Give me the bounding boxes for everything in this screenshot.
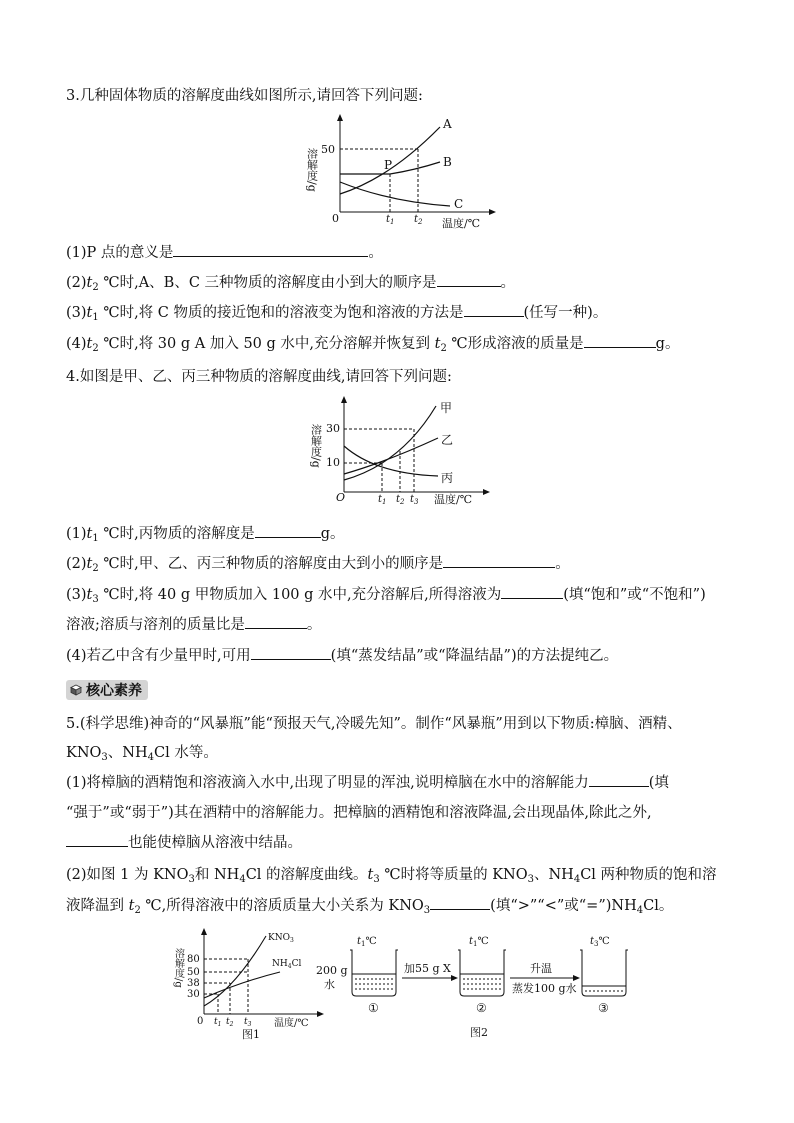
x-tick-t2: $t_2$ xyxy=(396,494,405,506)
q5-p1c: 也能使樟脑从溶液中结晶。 xyxy=(66,832,746,854)
q4-p1: $(1)t_1$ ℃时,丙物质的溶解度是 g。 xyxy=(66,523,746,550)
q4-intro: 4.如图是甲、乙、丙三种物质的溶解度曲线,请回答下列问题: xyxy=(66,369,452,385)
label-bing: 丙 xyxy=(441,471,454,485)
x-tick-t1: $t_1$ xyxy=(214,1017,222,1028)
q5-p2b: 液降温到 $t_2$ ℃,所得溶液中的溶质质量大小关系为 $KNO_3$ (填“>”“<”或“$=”)NH_4Cl$。 xyxy=(66,895,746,922)
label-a: A xyxy=(443,117,452,131)
q5-l1: 5.(科学思维)神奇的“风暴瓶”能“预报天气,冷暖先知”。制作“风暴瓶”用到以下物质:樟脑、酒精、 xyxy=(66,716,682,732)
answer-blank[interactable] xyxy=(464,302,524,317)
beaker3-number: ③ xyxy=(598,1001,609,1015)
y-tick-38: 38 xyxy=(187,978,200,989)
beaker3 xyxy=(580,950,628,996)
q4-p3b: 溶液;溶质与溶剂的质量比是 。 xyxy=(66,614,746,636)
answer-blank[interactable] xyxy=(430,895,490,910)
section-badge xyxy=(66,680,148,700)
x-tick-t1: $t_1$ xyxy=(378,494,387,506)
answer-blank[interactable] xyxy=(251,645,331,660)
answer-blank[interactable] xyxy=(245,614,307,629)
q3-p2: $(2)t_2$ ℃时,A、B、C 三种物质的溶解度由小到大的顺序是 。 xyxy=(66,272,746,299)
add-label: 加55 g X xyxy=(404,962,451,975)
cube-icon xyxy=(70,684,82,696)
beaker2-temp: $t_1℃$ xyxy=(469,936,489,948)
x-axis-label: 温度/℃ xyxy=(442,217,481,230)
y-tick-30: 30 xyxy=(326,422,340,435)
heat-label: 升温 xyxy=(530,962,552,975)
label-kno3: $KNO_3$ xyxy=(268,933,294,944)
beaker1-temp: $t_1℃$ xyxy=(357,936,377,948)
water-amount: 200 g xyxy=(316,964,348,977)
origin-label: O xyxy=(336,491,346,504)
y-axis-label: 溶解度/g xyxy=(172,948,184,988)
q4-p4: (4)若乙中含有少量甲时,可用 (填“蒸发结晶”或“降温结晶”)的方法提纯乙。 xyxy=(66,645,746,667)
y-axis-label: 溶解度/g xyxy=(305,148,319,192)
origin-label: 0 xyxy=(332,212,339,225)
y-tick-50: 50 xyxy=(187,967,200,978)
origin-label: 0 xyxy=(197,1016,204,1027)
curve-kno3 xyxy=(204,936,266,1006)
answer-blank[interactable] xyxy=(66,832,128,847)
curve-bing xyxy=(344,446,438,476)
label-p: P xyxy=(384,158,393,172)
label-nh4cl: $NH_4Cl$ xyxy=(272,959,302,970)
x-tick-t1: $t_1$ xyxy=(386,214,395,226)
q4-p3: $(3)t_3$ ℃时,将 40 g 甲物质加入 100 g 水中,充分溶解后,所得溶液为 (填“饱和”或“不饱和”) xyxy=(66,584,746,611)
q3-intro: 3.几种固体物质的溶解度曲线如图所示,请回答下列问题: xyxy=(66,88,423,104)
y-tick-50: 50 xyxy=(321,143,335,156)
water-label: 水 xyxy=(324,978,335,991)
label-jia: 甲 xyxy=(440,401,453,415)
beaker2 xyxy=(458,950,506,996)
q5-p1a: (1)将樟脑的酒精饱和溶液滴入水中,出现了明显的浑浊,说明樟脑在水中的溶解能力 (填 xyxy=(66,772,746,794)
curve-c xyxy=(340,182,450,206)
beaker3-temp: $t_3℃$ xyxy=(590,936,610,948)
answer-blank[interactable] xyxy=(255,523,321,538)
q5-p2a: (2)如图 1 为 $KNO_3$和 $NH_4Cl$ 的溶解度曲线。$t_3$ ℃时将等质量的 $KNO_3$、$NH_4Cl$ 两种物质的饱和溶 xyxy=(66,867,717,885)
answer-blank[interactable] xyxy=(173,242,368,257)
section-title: 核心素养 xyxy=(86,683,142,699)
q4-p2: $(2)t_2$ ℃时,甲、乙、丙三种物质的溶解度由大到小的顺序是 。 xyxy=(66,553,746,580)
answer-blank[interactable] xyxy=(589,772,649,787)
beaker1-number: ① xyxy=(368,1001,379,1015)
q4-solubility-chart xyxy=(306,394,496,509)
x-axis-label: 温度/℃ xyxy=(274,1018,309,1029)
q3-p3: $(3)t_1$ ℃时,将 C 物质的接近饱和的溶液变为饱和溶液的方法是 (任写一种)。 xyxy=(66,302,746,329)
x-tick-t2: $t_2$ xyxy=(226,1017,234,1028)
figure2-caption: 图2 xyxy=(470,1026,488,1039)
q5-p1b: “强于”或“弱于”)其在酒精中的溶解能力。把樟脑的酒精饱和溶液降温,会出现晶体,除此之外, xyxy=(66,805,652,821)
evap-label: 蒸发100 g水 xyxy=(512,982,577,995)
beaker1 xyxy=(350,950,398,996)
figure1-caption: 图1 xyxy=(242,1028,260,1041)
answer-blank[interactable] xyxy=(584,333,656,348)
beaker2-number: ② xyxy=(476,1001,487,1015)
x-axis-label: 温度/℃ xyxy=(434,493,473,506)
answer-blank[interactable] xyxy=(437,272,501,287)
figure1-solubility-chart xyxy=(170,926,330,1042)
x-tick-t2: $t_2$ xyxy=(414,214,423,226)
q3-p1: (1)P 点的意义是 。 xyxy=(66,242,746,264)
x-tick-t3: $t_3$ xyxy=(410,494,419,506)
answer-blank[interactable] xyxy=(443,553,555,568)
y-tick-10: 10 xyxy=(326,456,340,469)
y-tick-30: 30 xyxy=(187,989,200,1000)
label-yi: 乙 xyxy=(441,433,454,447)
x-tick-t3: $t_3$ xyxy=(244,1017,252,1028)
answer-blank[interactable] xyxy=(501,584,563,599)
label-b: B xyxy=(443,155,452,169)
y-tick-80: 80 xyxy=(187,954,200,965)
label-c: C xyxy=(454,197,464,211)
y-axis-label: 溶解度/g xyxy=(309,424,323,468)
figure2-beaker-diagram xyxy=(312,932,632,1042)
q3-p4: $(4)t_2$ ℃时,将 30 g A 加入 50 g 水中,充分溶解并恢复到 $t_2$ ℃形成溶液的质量是 g。 xyxy=(66,333,746,360)
q5-l2: $KNO_3$、$NH_4Cl$ 水等。 xyxy=(66,745,218,763)
q3-solubility-chart xyxy=(300,112,500,232)
